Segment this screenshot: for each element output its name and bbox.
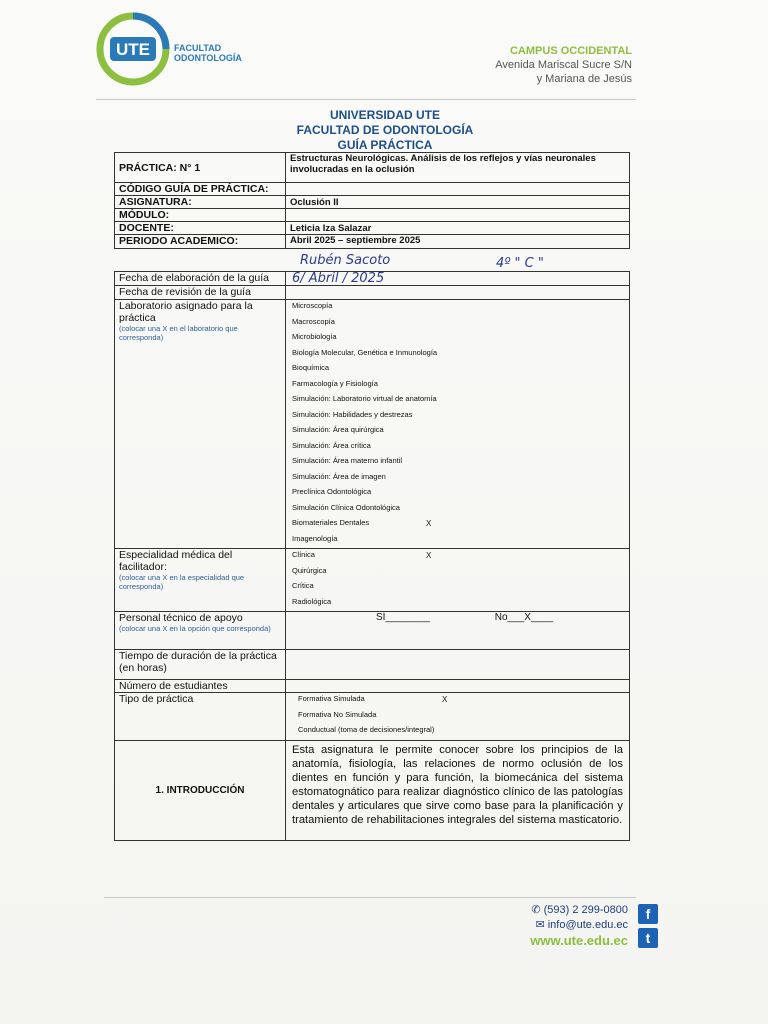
info-table [114,152,630,249]
intro-text: Esta asignatura le permite conocer sobre los principios de la anatomía, fisiología, las relaciones de normo oclusión de los dientes en función y para función, la biomecánica del sistema estomatognático para realizar diagnóstico clínico de las patologías dentales y articulares que sirve como base para la planificación y tratamiento de rehabilitaciones integrales del sistema masticatorio. [286,740,630,840]
phone-text: (593) 2 299-0800 [543,904,628,916]
details-table [114,271,630,841]
ute-logo [96,12,170,86]
laboratorio-options [286,300,630,549]
especialidad-item-label: Clínica [292,550,315,559]
codigo-label: CÓDIGO GUÍA DE PRÁCTICA: [115,183,286,196]
practica-value: Estructuras Neurológicas. Análisis de los reflejos y vías neuronales involucradas en la oclusión [286,153,630,183]
docente-value: Leticia Iza Salazar [286,222,630,235]
especialidad-cell [115,549,286,612]
elaboracion-value [286,272,630,286]
especialidad-item [286,565,629,581]
lab-item-mark: X [426,519,432,528]
lab-item [286,331,629,347]
campus-address-line2: y Mariana de Jesús [536,73,632,85]
lab-item-label: Simulación: Área quirúrgica [292,425,384,434]
tipo-item-label: Formativa Simulada [298,694,365,703]
lab-item [286,440,629,456]
document-titles [220,108,550,153]
facebook-icon[interactable]: f [638,904,658,924]
especialidad-label: Especialidad médica del facilitador: [119,549,233,573]
lab-item-label: Simulación: Laboratorio virtual de anatomía [292,394,437,403]
personal-options [286,612,630,650]
lab-item-label: Microscopía [292,301,333,310]
lab-item [286,409,629,425]
phone-icon: ✆ [531,904,544,916]
mail-icon: ✉ [535,919,548,931]
lab-item-label: Bioquímica [292,363,330,372]
lab-item [286,393,629,409]
lab-item-label: Preclínica Odontológica [292,487,372,496]
intro-label: 1. INTRODUCCIÓN [115,740,286,840]
especialidad-item [286,549,629,565]
lab-item [286,486,629,502]
especialidad-item-label: Quirúrgica [292,565,327,575]
asignatura-label: ASIGNATURA: [115,196,286,209]
especialidad-list [286,549,629,611]
lab-item [286,502,629,518]
handwritten-course: 4º " C " [496,256,544,271]
faculty-title: FACULTAD DE ODONTOLOGÍA [296,123,474,137]
lab-item-label: Macroscopía [292,316,335,326]
personal-note: (colocar una X en la opción que corresponda) [119,624,271,633]
lab-item [286,316,629,332]
tipo-item-label: Conductual (toma de decisiones/integral) [298,725,435,734]
campus-title: CAMPUS OCCIDENTAL [509,45,632,57]
tiempo-value [286,650,630,680]
especialidad-item [286,580,629,596]
tipo-item [292,709,629,725]
elaboracion-label: Fecha de elaboración de la guía [115,272,286,286]
faculty-logo-label: FACULTAD ODONTOLOGÍA [174,43,242,63]
lab-item-label: Simulación: Área materno infantil [292,456,403,465]
tipo-options [286,693,630,741]
guide-title: GUÍA PRÁCTICA [337,138,433,152]
lab-item-label: Farmacología y Fisiología [292,378,378,388]
lab-item [286,424,629,440]
handwritten-student-name: Rubén Sacoto [300,253,391,268]
lab-item [286,378,629,394]
numero-label: Número de estudiantes [115,680,286,693]
personal-no: No___X____ [494,612,554,623]
lab-item [286,347,629,363]
campus-address-line1: Avenida Mariscal Sucre S/N [495,59,632,71]
footer-divider [104,897,636,898]
especialidad-options [286,549,630,612]
periodo-value: Abril 2025 – septiembre 2025 [286,235,630,249]
periodo-label: PERIODO ACADEMICO: [115,235,286,249]
tipo-label: Tipo de práctica [115,693,286,741]
especialidad-item-label: Radiológica [292,596,332,606]
personal-si: SÍ________ [376,612,430,623]
tipo-item [292,724,629,740]
lab-item [286,533,629,549]
tiempo-label: Tiempo de duración de la práctica (en horas) [115,650,286,680]
lab-item [286,362,629,378]
lab-item [286,471,629,487]
laboratorio-label: Laboratorio asignado para la práctica [119,300,253,324]
personal-cell [115,612,286,650]
revision-value [286,286,630,300]
revision-label: Fecha de revisión de la guía [115,286,286,300]
lab-item [286,300,629,316]
campus-address [495,44,632,86]
lab-item-label: Imagenología [292,533,338,543]
modulo-label: MÓDULO: [115,209,286,222]
lab-item [286,517,629,533]
lab-item-label: Simulación Clínica Odontológica [292,502,400,512]
lab-item-label: Microbiología [292,332,337,341]
practica-label: PRÁCTICA: N° 1 [115,153,286,183]
phone-line [530,903,628,918]
lab-item-label: Simulación: Área crítica [292,440,371,450]
logo-text: UTE [116,40,150,59]
especialidad-item-mark: X [426,551,432,560]
email-text: info@ute.edu.ec [547,919,628,931]
email-line [530,918,628,933]
twitter-icon[interactable]: t [638,928,658,948]
lab-item [286,455,629,471]
asignatura-value: Oclusión II [286,196,630,209]
tipo-item-label: Formativa No Simulada [298,709,377,719]
modulo-value [286,209,630,222]
laboratorio-cell [115,300,286,549]
handwritten-date: 6/ Abril / 2025 [292,271,385,286]
codigo-value [286,183,630,196]
numero-value [286,680,630,693]
especialidad-item-label: Crítica [292,581,314,590]
especialidad-note: (colocar una X en la especialidad que corresponda) [119,573,245,591]
lab-item-label: Simulación: Área de imagen [292,471,386,481]
lab-list [286,300,629,548]
tipo-item-mark: X [442,695,448,704]
especialidad-item [286,596,629,612]
personal-label: Personal técnico de apoyo [119,612,243,624]
contact-block [530,903,628,948]
docente-label: DOCENTE: [115,222,286,235]
tipo-list [292,693,629,740]
lab-item-label: Biología Molecular, Genética e Inmunología [292,347,438,357]
lab-item-label: Biomateriales Dentales [292,518,370,527]
tipo-item [292,693,629,709]
laboratorio-note: (colocar una X en el laboratorio que corresponda) [119,324,238,342]
university-title: UNIVERSIDAD UTE [329,108,440,122]
header-divider [96,99,636,100]
website-text: www.ute.edu.ec [530,933,628,948]
lab-item-label: Simulación: Habilidades y destrezas [292,409,413,419]
